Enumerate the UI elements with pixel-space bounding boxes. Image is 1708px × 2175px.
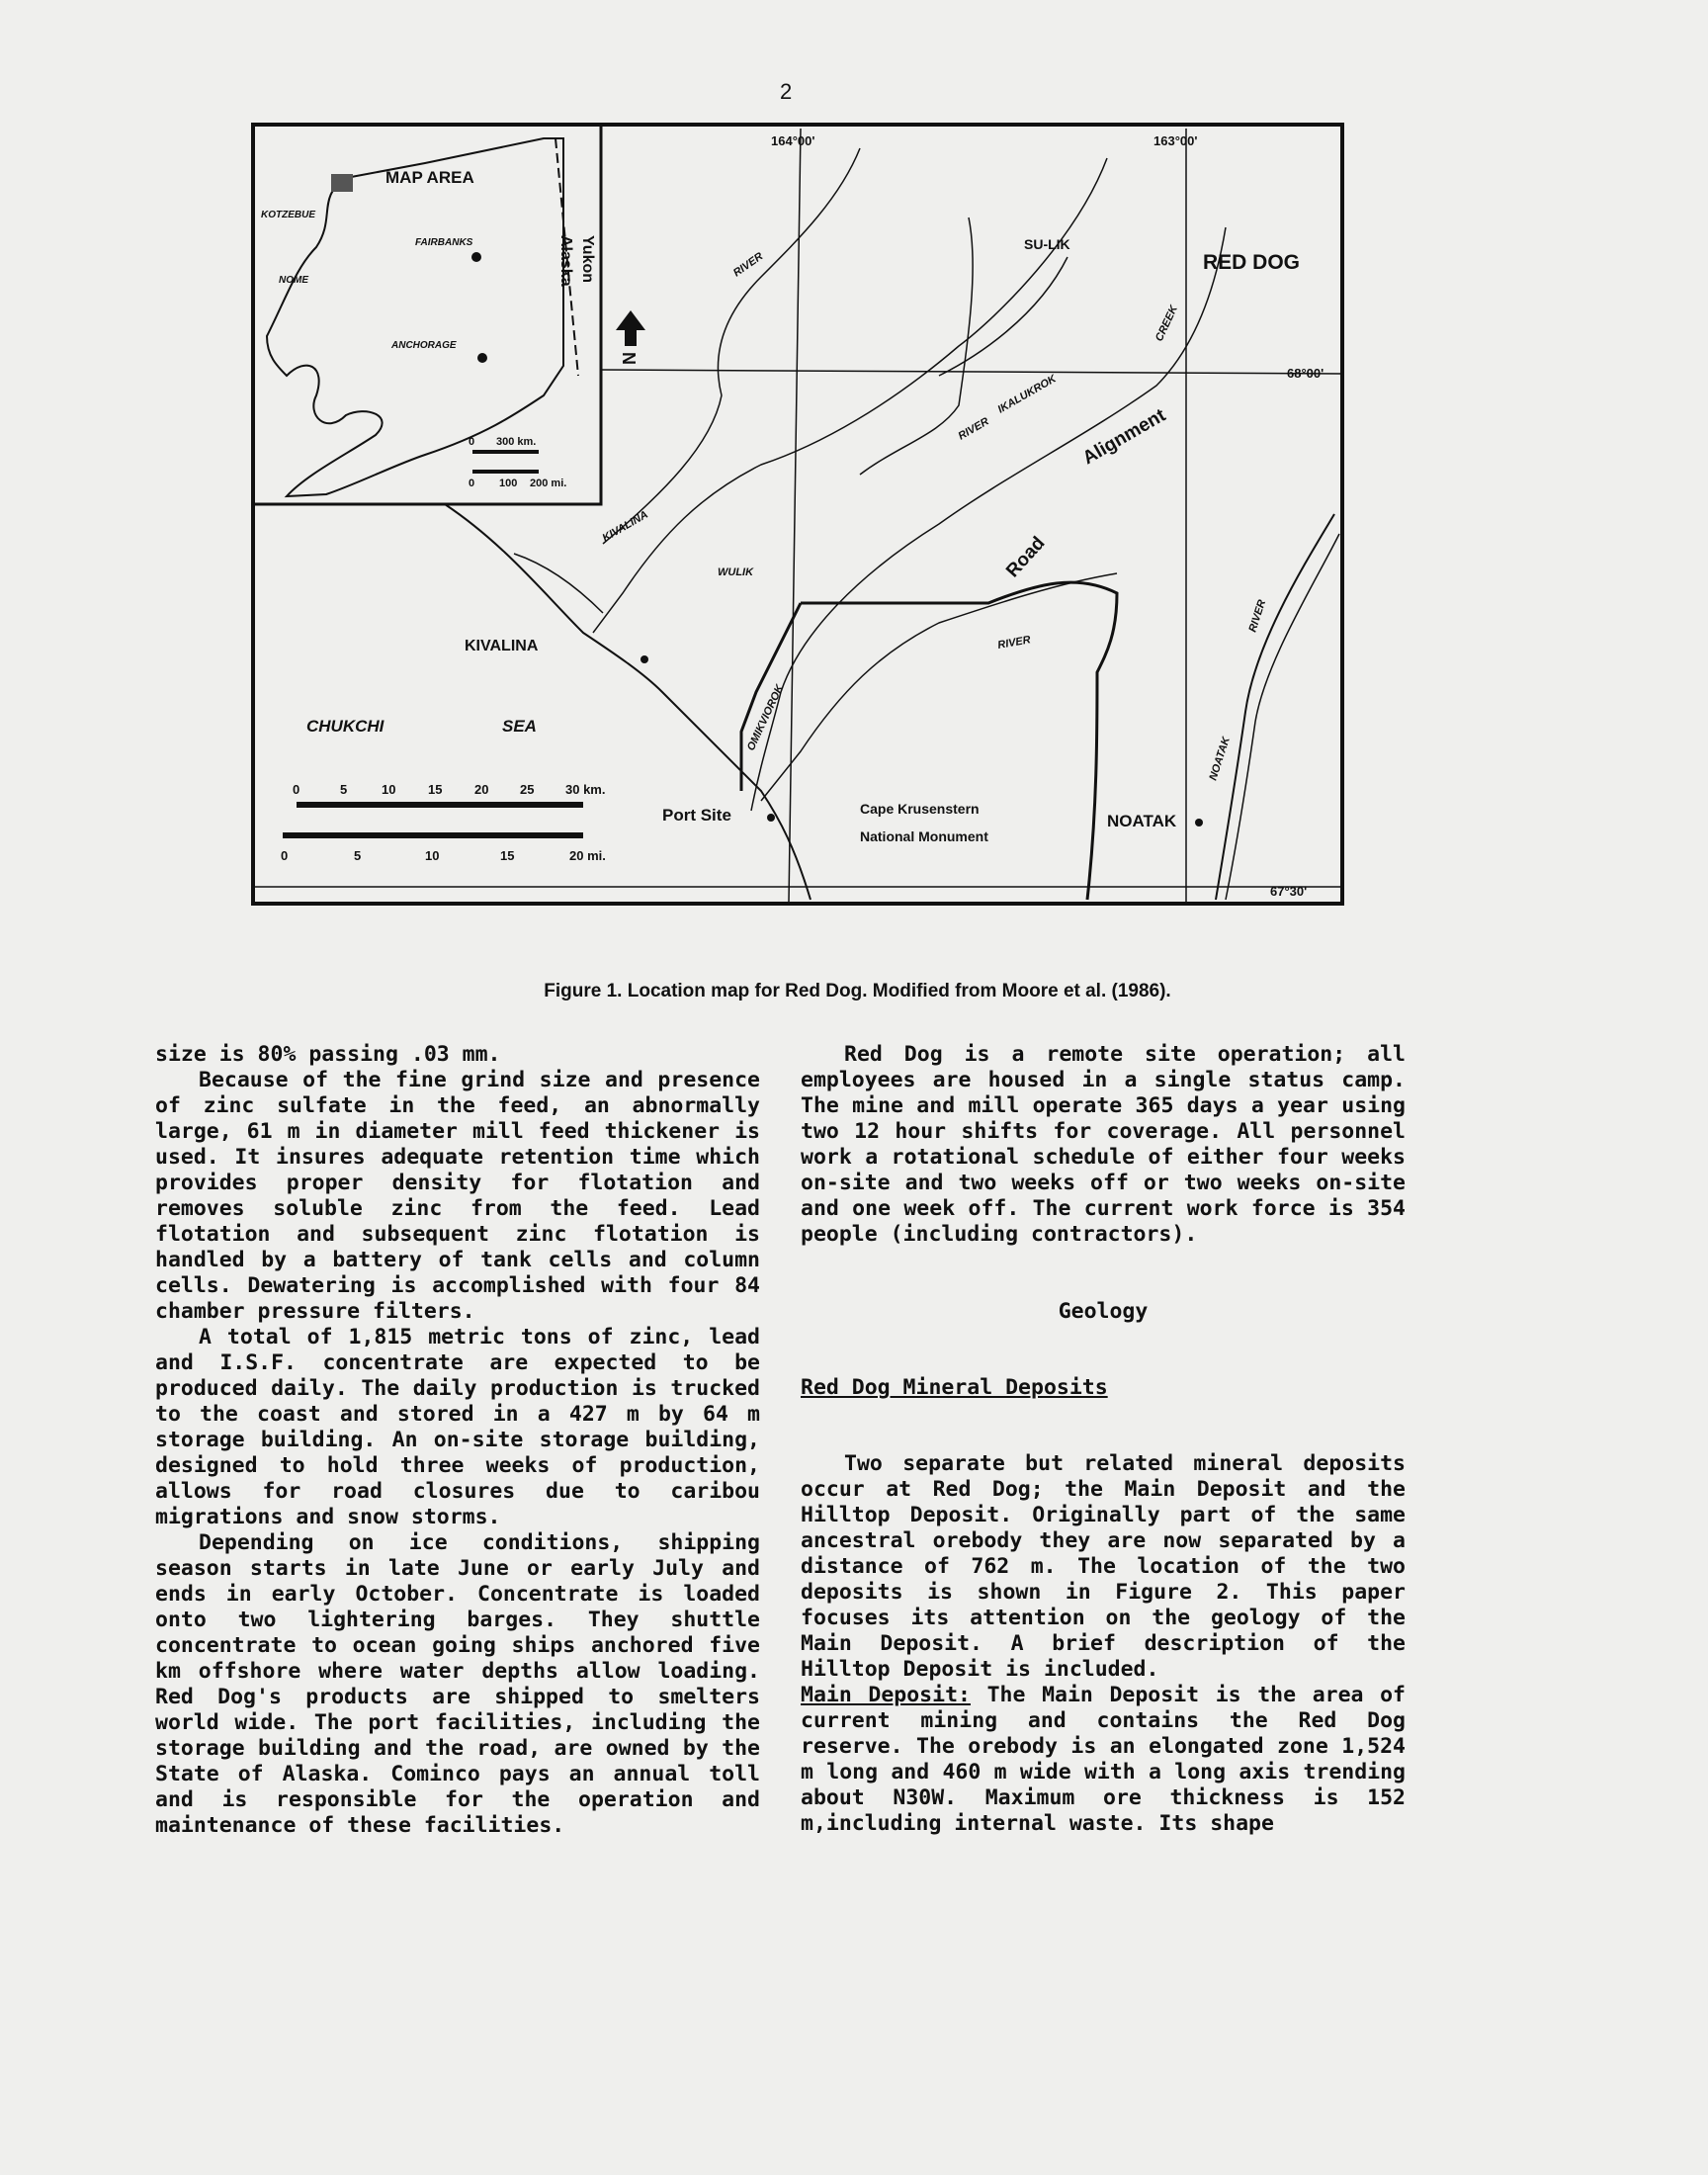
kivalina-river [600, 148, 860, 545]
left-paragraph-2: Because of the fine grind size and presence of zinc sulfate in the feed, an abnormally large, 61 m in diameter mill feed thickener is used. It insures adequate retention time which provides proper density for flotation and removes soluble zinc from the feed. Lead flotation and subsequent zinc flotation is handled by a battery of tank cells and column cells. Dewatering is accomplished with four 84 chamber pressure filters. [155, 1068, 760, 1324]
place-port-site: Port Site [662, 806, 731, 825]
alignment-label: Alignment [1079, 404, 1169, 470]
river-label-creek: CREEK [1153, 304, 1180, 344]
left-paragraph-1: size is 80% passing .03 mm. [155, 1042, 501, 1067]
coastline [445, 504, 811, 900]
location-map [247, 119, 1349, 910]
right-column [801, 1042, 1406, 1837]
svg-text:30 km.: 30 km. [565, 782, 606, 797]
omikviorok-river [761, 573, 1117, 801]
monument-label-1: Cape Krusenstern [860, 801, 980, 817]
left-column [155, 1042, 760, 1839]
inset-map-area-box [331, 174, 353, 192]
inset-town-nome: NOME [279, 275, 308, 286]
inset-fairbanks-dot [471, 252, 481, 262]
subsection-heading: Red Dog Mineral Deposits [801, 1375, 1108, 1400]
figure-caption: Figure 1. Location map for Red Dog. Modified from Moore et al. (1986). [544, 981, 1171, 1001]
svg-text:5: 5 [354, 848, 362, 863]
river-label-3: RIVER [996, 634, 1032, 652]
deposits-paragraph: Two separate but related mineral deposits occur at Red Dog; the Main Deposit and the Hilltop Deposit. Originally part of the same ancestral orebody they are now separated by a distance of 762 m. The location of the two deposits is shown in Figure 2. This paper focuses its attention on the geology of the Main Deposit. A brief description of the Hilltop Deposit is included. [801, 1451, 1406, 1682]
water-chukchi: CHUKCHI [306, 717, 384, 736]
monument-label-2: National Monument [860, 828, 988, 844]
svg-text:20: 20 [474, 782, 489, 797]
north-arrow-icon [616, 310, 645, 346]
noatak-river [1216, 514, 1334, 900]
svg-text:5: 5 [340, 782, 348, 797]
inset-map-area-label: MAP AREA [385, 168, 474, 187]
section-heading-geology: Geology [1058, 1299, 1149, 1324]
monument-boundary [801, 582, 1117, 900]
road-label: Road [1002, 532, 1050, 582]
lon-163: 163°00' [1153, 133, 1198, 148]
inset-anchorage-dot [477, 353, 487, 363]
water-sea: SEA [502, 717, 537, 736]
inset-scale-km-300: 300 km. [496, 436, 537, 448]
inset-scale-mi-0: 0 [469, 478, 475, 489]
river-label-omikviorok: OMIKVIOROK [744, 682, 787, 753]
lon-164: 164°00' [771, 133, 815, 148]
lat-67-30: 67°30' [1270, 884, 1308, 899]
main-deposit-text: The Main Deposit is the area of current mining and contains the Red Dog reserve. The orebody is an elongated zone 1,524 m long and 460 m wide with a long axis trending about N30W. Maximum ore thickness is 152 m,including internal waste. Its shape [801, 1683, 1406, 1836]
river-label-1: RIVER [730, 250, 766, 280]
inset-town-anchorage: ANCHORAGE [391, 340, 457, 351]
left-paragraph-4: Depending on ice conditions, shipping season starts in late June or early July and ends in early October. Concentrate is loaded onto two lightering barges. They shuttle concentrate to ocean going ships anchored five km offshore where water depths allow loading. Red Dog's products are shipped to smelters world wide. The port facilities, including the storage building and the road, are owned by the State of Alaska. Cominco pays an annual toll and is responsible for the operation and maintenance of these facilities. [155, 1530, 760, 1838]
meridian-164 [789, 129, 801, 902]
svg-text:15: 15 [428, 782, 443, 797]
page-number: 2 [780, 79, 793, 104]
right-intro-paragraph: Red Dog is a remote site operation; all employees are housed in a single status camp. The mine and mill operate 365 days a year using two 12 hour shifts for coverage. All personnel work a rotational schedule of either four weeks on-site and two weeks off or two weeks on-site and one week off. The current work force is 354 people (including contractors). [801, 1042, 1406, 1247]
svg-text:15: 15 [500, 848, 515, 863]
river-label-ikalukrok: IKALUKROK [995, 373, 1059, 416]
svg-text:25: 25 [520, 782, 535, 797]
svg-text:20 mi.: 20 mi. [569, 848, 606, 863]
river-label-wulik: WULIK [718, 566, 754, 578]
place-red-dog: RED DOG [1203, 251, 1301, 274]
north-label: N [619, 352, 639, 365]
road-alignment [751, 227, 1226, 811]
lat-68: 68°00' [1287, 366, 1324, 381]
river-label-kivalina: KIVALINA [600, 508, 650, 545]
inset-scale-mi-200: 200 mi. [530, 478, 567, 489]
river-label-noatak: NOATAK [1207, 736, 1233, 782]
place-noatak: NOATAK [1107, 812, 1177, 830]
parallel-68 [601, 370, 1342, 374]
inset-scale-km-0: 0 [469, 436, 475, 448]
inset-town-kotzebue: KOTZEBUE [261, 210, 315, 220]
left-paragraph-3: A total of 1,815 metric tons of zinc, lead and I.S.F. concentrate are expected to be produced daily. The daily production is trucked to the coast and stored in a 427 m by 64 m storage building. An on-site storage building, designed to hold three weeks of production, allows for road closures due to caribou migrations and snow storms. [155, 1325, 760, 1529]
place-kivalina: KIVALINA [465, 638, 539, 654]
inset-border-yukon: Yukon [579, 235, 596, 284]
svg-text:0: 0 [293, 782, 300, 797]
inset-border-alaska: Alaska [557, 235, 574, 287]
main-deposit-label: Main Deposit: [801, 1683, 971, 1707]
inset-scale-mi-100: 100 [499, 478, 518, 489]
place-su-lik: SU-LIK [1024, 236, 1070, 252]
svg-text:10: 10 [425, 848, 440, 863]
svg-text:0: 0 [281, 848, 289, 863]
svg-text:10: 10 [382, 782, 396, 797]
inset-town-fairbanks: FAIRBANKS [415, 237, 473, 248]
river-label-2: RIVER [956, 415, 991, 443]
river-label-4: RIVER [1246, 598, 1269, 634]
main-deposit-paragraph [801, 1683, 1406, 1837]
